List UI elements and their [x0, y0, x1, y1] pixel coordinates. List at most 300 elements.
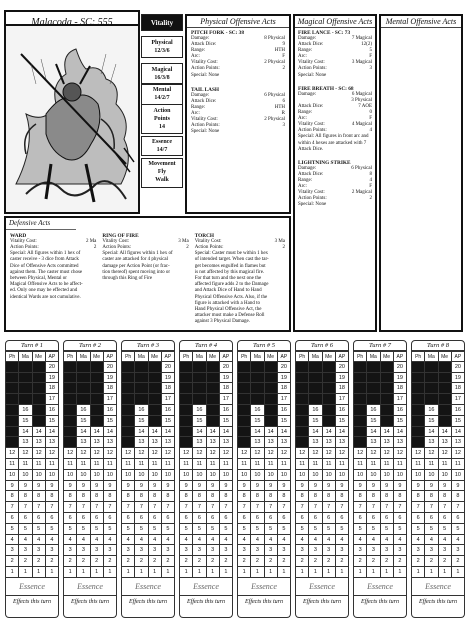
tracker-box[interactable]	[207, 405, 220, 416]
tracker-box[interactable]	[238, 373, 251, 384]
tracker-box[interactable]: 20	[452, 362, 465, 373]
tracker-box[interactable]: 4	[278, 535, 291, 546]
tracker-box[interactable]: 7	[278, 502, 291, 513]
tracker-box[interactable]: 13	[323, 437, 336, 448]
tracker-box[interactable]: 1	[77, 567, 90, 578]
tracker-box[interactable]: 8	[33, 491, 46, 502]
tracker-box[interactable]	[64, 416, 77, 427]
tracker-box[interactable]: 16	[367, 405, 380, 416]
tracker-box[interactable]	[412, 416, 425, 427]
tracker-box[interactable]	[251, 394, 264, 405]
tracker-box[interactable]	[381, 394, 394, 405]
tracker-box[interactable]: 4	[412, 535, 425, 546]
tracker-box[interactable]: 6	[193, 513, 206, 524]
tracker-box[interactable]: 7	[394, 502, 407, 513]
tracker-box[interactable]: 2	[135, 556, 148, 567]
tracker-box[interactable]: 4	[135, 535, 148, 546]
tracker-box[interactable]: 5	[220, 524, 233, 535]
tracker-box[interactable]: 12	[19, 448, 32, 459]
tracker-box[interactable]	[354, 394, 367, 405]
tracker-box[interactable]: 13	[207, 437, 220, 448]
tracker-box[interactable]: 6	[207, 513, 220, 524]
tracker-box[interactable]: 7	[238, 502, 251, 513]
tracker-box[interactable]: 6	[336, 513, 349, 524]
tracker-box[interactable]: 3	[452, 545, 465, 556]
tracker-box[interactable]: 4	[381, 535, 394, 546]
tracker-box[interactable]	[323, 362, 336, 373]
tracker-box[interactable]: 1	[135, 567, 148, 578]
tracker-box[interactable]: 20	[336, 362, 349, 373]
tracker-box[interactable]	[193, 394, 206, 405]
tracker-box[interactable]: 10	[122, 470, 135, 481]
tracker-box[interactable]: 15	[77, 416, 90, 427]
tracker-box[interactable]	[149, 416, 162, 427]
tracker-box[interactable]: 10	[6, 470, 19, 481]
tracker-box[interactable]: 17	[46, 394, 59, 405]
tracker-box[interactable]: 11	[439, 459, 452, 470]
tracker-box[interactable]: 11	[149, 459, 162, 470]
tracker-box[interactable]: 15	[220, 416, 233, 427]
tracker-box[interactable]: 8	[6, 491, 19, 502]
tracker-box[interactable]: 2	[149, 556, 162, 567]
tracker-box[interactable]: 14	[336, 427, 349, 438]
tracker-box[interactable]: 13	[439, 437, 452, 448]
tracker-box[interactable]	[425, 383, 438, 394]
tracker-box[interactable]	[135, 394, 148, 405]
tracker-box[interactable]: 3	[64, 545, 77, 556]
tracker-box[interactable]	[296, 437, 309, 448]
tracker-box[interactable]: 14	[309, 427, 322, 438]
tracker-box[interactable]: 1	[238, 567, 251, 578]
tracker-box[interactable]: 11	[6, 459, 19, 470]
tracker-box[interactable]: 4	[296, 535, 309, 546]
tracker-box[interactable]: 6	[452, 513, 465, 524]
tracker-box[interactable]: 9	[278, 481, 291, 492]
tracker-box[interactable]: 10	[394, 470, 407, 481]
tracker-box[interactable]: 7	[323, 502, 336, 513]
tracker-box[interactable]: 1	[162, 567, 175, 578]
tracker-box[interactable]: 8	[149, 491, 162, 502]
tracker-box[interactable]: 10	[193, 470, 206, 481]
tracker-box[interactable]: 2	[412, 556, 425, 567]
tracker-box[interactable]: 12	[425, 448, 438, 459]
tracker-box[interactable]	[439, 405, 452, 416]
tracker-box[interactable]	[412, 427, 425, 438]
tracker-box[interactable]: 11	[180, 459, 193, 470]
tracker-box[interactable]: 8	[162, 491, 175, 502]
tracker-box[interactable]: 8	[46, 491, 59, 502]
tracker-box[interactable]: 20	[46, 362, 59, 373]
tracker-box[interactable]: 5	[381, 524, 394, 535]
tracker-box[interactable]: 9	[309, 481, 322, 492]
tracker-box[interactable]	[381, 405, 394, 416]
tracker-box[interactable]: 15	[367, 416, 380, 427]
tracker-box[interactable]: 17	[162, 394, 175, 405]
tracker-box[interactable]: 19	[220, 373, 233, 384]
tracker-box[interactable]	[6, 427, 19, 438]
tracker-box[interactable]: 7	[46, 502, 59, 513]
tracker-box[interactable]	[91, 405, 104, 416]
tracker-box[interactable]	[265, 405, 278, 416]
tracker-box[interactable]: 12	[336, 448, 349, 459]
tracker-box[interactable]: 5	[439, 524, 452, 535]
tracker-box[interactable]	[354, 373, 367, 384]
tracker-box[interactable]: 11	[336, 459, 349, 470]
tracker-box[interactable]: 1	[309, 567, 322, 578]
tracker-box[interactable]: 7	[122, 502, 135, 513]
tracker-box[interactable]: 18	[104, 383, 117, 394]
essence-box[interactable]: Essence	[179, 578, 233, 596]
tracker-box[interactable]: 1	[193, 567, 206, 578]
tracker-box[interactable]: 3	[104, 545, 117, 556]
tracker-box[interactable]: 4	[180, 535, 193, 546]
tracker-box[interactable]: 18	[394, 383, 407, 394]
tracker-box[interactable]: 12	[381, 448, 394, 459]
tracker-box[interactable]	[33, 394, 46, 405]
tracker-box[interactable]: 1	[296, 567, 309, 578]
tracker-box[interactable]	[412, 405, 425, 416]
tracker-box[interactable]	[323, 373, 336, 384]
tracker-box[interactable]: 14	[265, 427, 278, 438]
tracker-box[interactable]	[77, 383, 90, 394]
tracker-box[interactable]: 15	[309, 416, 322, 427]
tracker-box[interactable]: 14	[381, 427, 394, 438]
tracker-box[interactable]: 8	[91, 491, 104, 502]
tracker-box[interactable]: 4	[64, 535, 77, 546]
tracker-box[interactable]: 12	[149, 448, 162, 459]
tracker-box[interactable]: 1	[6, 567, 19, 578]
tracker-box[interactable]: 6	[104, 513, 117, 524]
tracker-box[interactable]: 6	[77, 513, 90, 524]
tracker-box[interactable]: 3	[412, 545, 425, 556]
tracker-box[interactable]: 16	[19, 405, 32, 416]
tracker-box[interactable]: 17	[278, 394, 291, 405]
tracker-box[interactable]: 2	[104, 556, 117, 567]
tracker-box[interactable]: 13	[309, 437, 322, 448]
essence-box[interactable]: Essence	[295, 578, 349, 596]
tracker-box[interactable]: 9	[193, 481, 206, 492]
tracker-box[interactable]: 19	[336, 373, 349, 384]
tracker-box[interactable]: 3	[207, 545, 220, 556]
tracker-box[interactable]: 8	[122, 491, 135, 502]
tracker-box[interactable]: 3	[238, 545, 251, 556]
tracker-box[interactable]: 7	[251, 502, 264, 513]
tracker-box[interactable]: 5	[122, 524, 135, 535]
tracker-box[interactable]: 7	[354, 502, 367, 513]
tracker-box[interactable]: 7	[220, 502, 233, 513]
tracker-box[interactable]: 11	[367, 459, 380, 470]
tracker-box[interactable]: 2	[46, 556, 59, 567]
tracker-box[interactable]: 15	[425, 416, 438, 427]
tracker-box[interactable]: 3	[425, 545, 438, 556]
tracker-box[interactable]: 10	[91, 470, 104, 481]
tracker-box[interactable]	[296, 362, 309, 373]
tracker-box[interactable]: 11	[46, 459, 59, 470]
tracker-box[interactable]: 9	[354, 481, 367, 492]
tracker-box[interactable]: 10	[19, 470, 32, 481]
tracker-box[interactable]	[122, 427, 135, 438]
tracker-box[interactable]: 12	[91, 448, 104, 459]
tracker-box[interactable]: 2	[439, 556, 452, 567]
tracker-box[interactable]: 10	[309, 470, 322, 481]
tracker-box[interactable]: 6	[135, 513, 148, 524]
tracker-box[interactable]: 8	[278, 491, 291, 502]
tracker-box[interactable]	[323, 394, 336, 405]
tracker-box[interactable]: 16	[278, 405, 291, 416]
effects-this-turn-box[interactable]: Effects this turn	[5, 596, 59, 618]
tracker-box[interactable]	[77, 394, 90, 405]
tracker-box[interactable]: 11	[33, 459, 46, 470]
tracker-box[interactable]: 13	[220, 437, 233, 448]
tracker-box[interactable]: 9	[104, 481, 117, 492]
tracker-box[interactable]	[425, 394, 438, 405]
tracker-box[interactable]: 10	[104, 470, 117, 481]
tracker-box[interactable]: 12	[296, 448, 309, 459]
tracker-box[interactable]: 19	[104, 373, 117, 384]
tracker-box[interactable]: 3	[354, 545, 367, 556]
tracker-box[interactable]: 8	[439, 491, 452, 502]
tracker-box[interactable]	[323, 416, 336, 427]
tracker-box[interactable]	[180, 362, 193, 373]
tracker-box[interactable]	[64, 373, 77, 384]
tracker-box[interactable]: 9	[452, 481, 465, 492]
tracker-box[interactable]	[354, 362, 367, 373]
tracker-box[interactable]	[296, 405, 309, 416]
tracker-box[interactable]: 2	[425, 556, 438, 567]
tracker-box[interactable]	[64, 427, 77, 438]
tracker-box[interactable]	[180, 373, 193, 384]
tracker-box[interactable]: 19	[394, 373, 407, 384]
tracker-box[interactable]: 6	[439, 513, 452, 524]
tracker-box[interactable]: 3	[193, 545, 206, 556]
tracker-box[interactable]: 2	[381, 556, 394, 567]
tracker-box[interactable]: 14	[394, 427, 407, 438]
tracker-box[interactable]: 8	[220, 491, 233, 502]
tracker-box[interactable]: 5	[367, 524, 380, 535]
tracker-box[interactable]: 18	[46, 383, 59, 394]
tracker-box[interactable]: 2	[19, 556, 32, 567]
tracker-box[interactable]: 16	[309, 405, 322, 416]
tracker-box[interactable]: 9	[323, 481, 336, 492]
tracker-box[interactable]: 17	[104, 394, 117, 405]
tracker-box[interactable]: 13	[33, 437, 46, 448]
tracker-box[interactable]: 9	[6, 481, 19, 492]
tracker-box[interactable]	[19, 362, 32, 373]
tracker-box[interactable]: 13	[425, 437, 438, 448]
tracker-box[interactable]: 9	[381, 481, 394, 492]
tracker-box[interactable]	[149, 394, 162, 405]
tracker-box[interactable]: 9	[162, 481, 175, 492]
tracker-box[interactable]: 11	[278, 459, 291, 470]
tracker-box[interactable]: 15	[278, 416, 291, 427]
tracker-box[interactable]	[91, 362, 104, 373]
tracker-box[interactable]: 12	[394, 448, 407, 459]
tracker-box[interactable]: 11	[91, 459, 104, 470]
tracker-box[interactable]: 4	[193, 535, 206, 546]
effects-this-turn-box[interactable]: Effects this turn	[295, 596, 349, 618]
tracker-box[interactable]: 7	[6, 502, 19, 513]
tracker-box[interactable]: 15	[336, 416, 349, 427]
tracker-box[interactable]: 18	[452, 383, 465, 394]
tracker-box[interactable]: 7	[439, 502, 452, 513]
tracker-box[interactable]: 1	[381, 567, 394, 578]
tracker-box[interactable]: 14	[91, 427, 104, 438]
tracker-box[interactable]: 8	[394, 491, 407, 502]
tracker-box[interactable]: 1	[91, 567, 104, 578]
tracker-box[interactable]: 2	[296, 556, 309, 567]
tracker-box[interactable]: 7	[265, 502, 278, 513]
tracker-box[interactable]: 9	[412, 481, 425, 492]
tracker-box[interactable]: 9	[336, 481, 349, 492]
tracker-box[interactable]: 20	[278, 362, 291, 373]
tracker-box[interactable]: 9	[220, 481, 233, 492]
tracker-box[interactable]	[323, 383, 336, 394]
tracker-box[interactable]: 13	[162, 437, 175, 448]
tracker-box[interactable]: 14	[149, 427, 162, 438]
tracker-box[interactable]	[381, 383, 394, 394]
tracker-box[interactable]: 16	[425, 405, 438, 416]
tracker-box[interactable]: 7	[425, 502, 438, 513]
tracker-box[interactable]: 1	[220, 567, 233, 578]
tracker-box[interactable]: 2	[251, 556, 264, 567]
tracker-box[interactable]: 11	[381, 459, 394, 470]
tracker-box[interactable]: 19	[278, 373, 291, 384]
tracker-box[interactable]: 12	[180, 448, 193, 459]
tracker-box[interactable]: 5	[251, 524, 264, 535]
tracker-box[interactable]: 20	[220, 362, 233, 373]
tracker-box[interactable]	[238, 416, 251, 427]
tracker-box[interactable]	[412, 394, 425, 405]
tracker-box[interactable]	[91, 416, 104, 427]
tracker-box[interactable]: 12	[367, 448, 380, 459]
tracker-box[interactable]: 12	[354, 448, 367, 459]
tracker-box[interactable]	[354, 416, 367, 427]
tracker-box[interactable]: 7	[64, 502, 77, 513]
tracker-box[interactable]: 12	[439, 448, 452, 459]
tracker-box[interactable]	[180, 394, 193, 405]
tracker-box[interactable]	[238, 383, 251, 394]
tracker-box[interactable]: 16	[135, 405, 148, 416]
tracker-box[interactable]: 5	[354, 524, 367, 535]
tracker-box[interactable]: 3	[336, 545, 349, 556]
tracker-box[interactable]: 2	[452, 556, 465, 567]
tracker-box[interactable]: 14	[162, 427, 175, 438]
tracker-box[interactable]: 5	[296, 524, 309, 535]
tracker-box[interactable]: 2	[367, 556, 380, 567]
tracker-box[interactable]: 13	[265, 437, 278, 448]
tracker-box[interactable]	[135, 362, 148, 373]
tracker-box[interactable]: 9	[180, 481, 193, 492]
tracker-box[interactable]: 10	[336, 470, 349, 481]
tracker-box[interactable]	[354, 427, 367, 438]
tracker-box[interactable]	[19, 373, 32, 384]
tracker-box[interactable]: 12	[220, 448, 233, 459]
tracker-box[interactable]: 6	[425, 513, 438, 524]
tracker-box[interactable]: 13	[19, 437, 32, 448]
tracker-box[interactable]: 18	[336, 383, 349, 394]
tracker-box[interactable]	[122, 416, 135, 427]
tracker-box[interactable]: 12	[238, 448, 251, 459]
tracker-box[interactable]: 2	[394, 556, 407, 567]
tracker-box[interactable]	[309, 373, 322, 384]
tracker-box[interactable]: 2	[238, 556, 251, 567]
tracker-box[interactable]	[207, 383, 220, 394]
tracker-box[interactable]: 5	[193, 524, 206, 535]
tracker-box[interactable]: 17	[220, 394, 233, 405]
tracker-box[interactable]: 20	[394, 362, 407, 373]
tracker-box[interactable]: 7	[336, 502, 349, 513]
tracker-box[interactable]: 2	[323, 556, 336, 567]
tracker-box[interactable]: 7	[412, 502, 425, 513]
tracker-box[interactable]: 15	[104, 416, 117, 427]
tracker-box[interactable]: 16	[220, 405, 233, 416]
tracker-box[interactable]: 9	[367, 481, 380, 492]
tracker-box[interactable]	[6, 383, 19, 394]
tracker-box[interactable]: 10	[425, 470, 438, 481]
tracker-box[interactable]: 13	[381, 437, 394, 448]
tracker-box[interactable]: 14	[193, 427, 206, 438]
tracker-box[interactable]: 11	[193, 459, 206, 470]
tracker-box[interactable]: 6	[309, 513, 322, 524]
tracker-box[interactable]: 12	[193, 448, 206, 459]
tracker-box[interactable]: 13	[135, 437, 148, 448]
tracker-box[interactable]	[425, 362, 438, 373]
tracker-box[interactable]: 5	[238, 524, 251, 535]
tracker-box[interactable]: 12	[104, 448, 117, 459]
tracker-box[interactable]: 8	[207, 491, 220, 502]
effects-this-turn-box[interactable]: Effects this turn	[121, 596, 175, 618]
tracker-box[interactable]: 10	[46, 470, 59, 481]
tracker-box[interactable]: 19	[452, 373, 465, 384]
tracker-box[interactable]: 5	[336, 524, 349, 535]
tracker-box[interactable]: 1	[394, 567, 407, 578]
tracker-box[interactable]: 7	[367, 502, 380, 513]
tracker-box[interactable]	[33, 373, 46, 384]
tracker-box[interactable]: 5	[135, 524, 148, 535]
tracker-box[interactable]: 1	[439, 567, 452, 578]
tracker-box[interactable]	[149, 383, 162, 394]
tracker-box[interactable]: 10	[278, 470, 291, 481]
effects-this-turn-box[interactable]: Effects this turn	[237, 596, 291, 618]
tracker-box[interactable]: 14	[251, 427, 264, 438]
tracker-box[interactable]: 1	[19, 567, 32, 578]
tracker-box[interactable]: 3	[220, 545, 233, 556]
tracker-box[interactable]	[64, 437, 77, 448]
tracker-box[interactable]: 17	[394, 394, 407, 405]
tracker-box[interactable]: 8	[265, 491, 278, 502]
tracker-box[interactable]: 5	[207, 524, 220, 535]
tracker-box[interactable]: 9	[394, 481, 407, 492]
tracker-box[interactable]	[439, 416, 452, 427]
tracker-box[interactable]	[149, 373, 162, 384]
tracker-box[interactable]	[207, 373, 220, 384]
tracker-box[interactable]: 11	[135, 459, 148, 470]
tracker-box[interactable]: 11	[412, 459, 425, 470]
tracker-box[interactable]: 8	[64, 491, 77, 502]
tracker-box[interactable]: 7	[162, 502, 175, 513]
tracker-box[interactable]: 6	[354, 513, 367, 524]
tracker-box[interactable]: 9	[64, 481, 77, 492]
tracker-box[interactable]: 6	[122, 513, 135, 524]
tracker-box[interactable]: 8	[77, 491, 90, 502]
tracker-box[interactable]: 4	[439, 535, 452, 546]
tracker-box[interactable]: 4	[309, 535, 322, 546]
tracker-box[interactable]: 4	[265, 535, 278, 546]
tracker-box[interactable]: 4	[33, 535, 46, 546]
tracker-box[interactable]: 11	[64, 459, 77, 470]
tracker-box[interactable]: 10	[412, 470, 425, 481]
tracker-box[interactable]	[77, 373, 90, 384]
